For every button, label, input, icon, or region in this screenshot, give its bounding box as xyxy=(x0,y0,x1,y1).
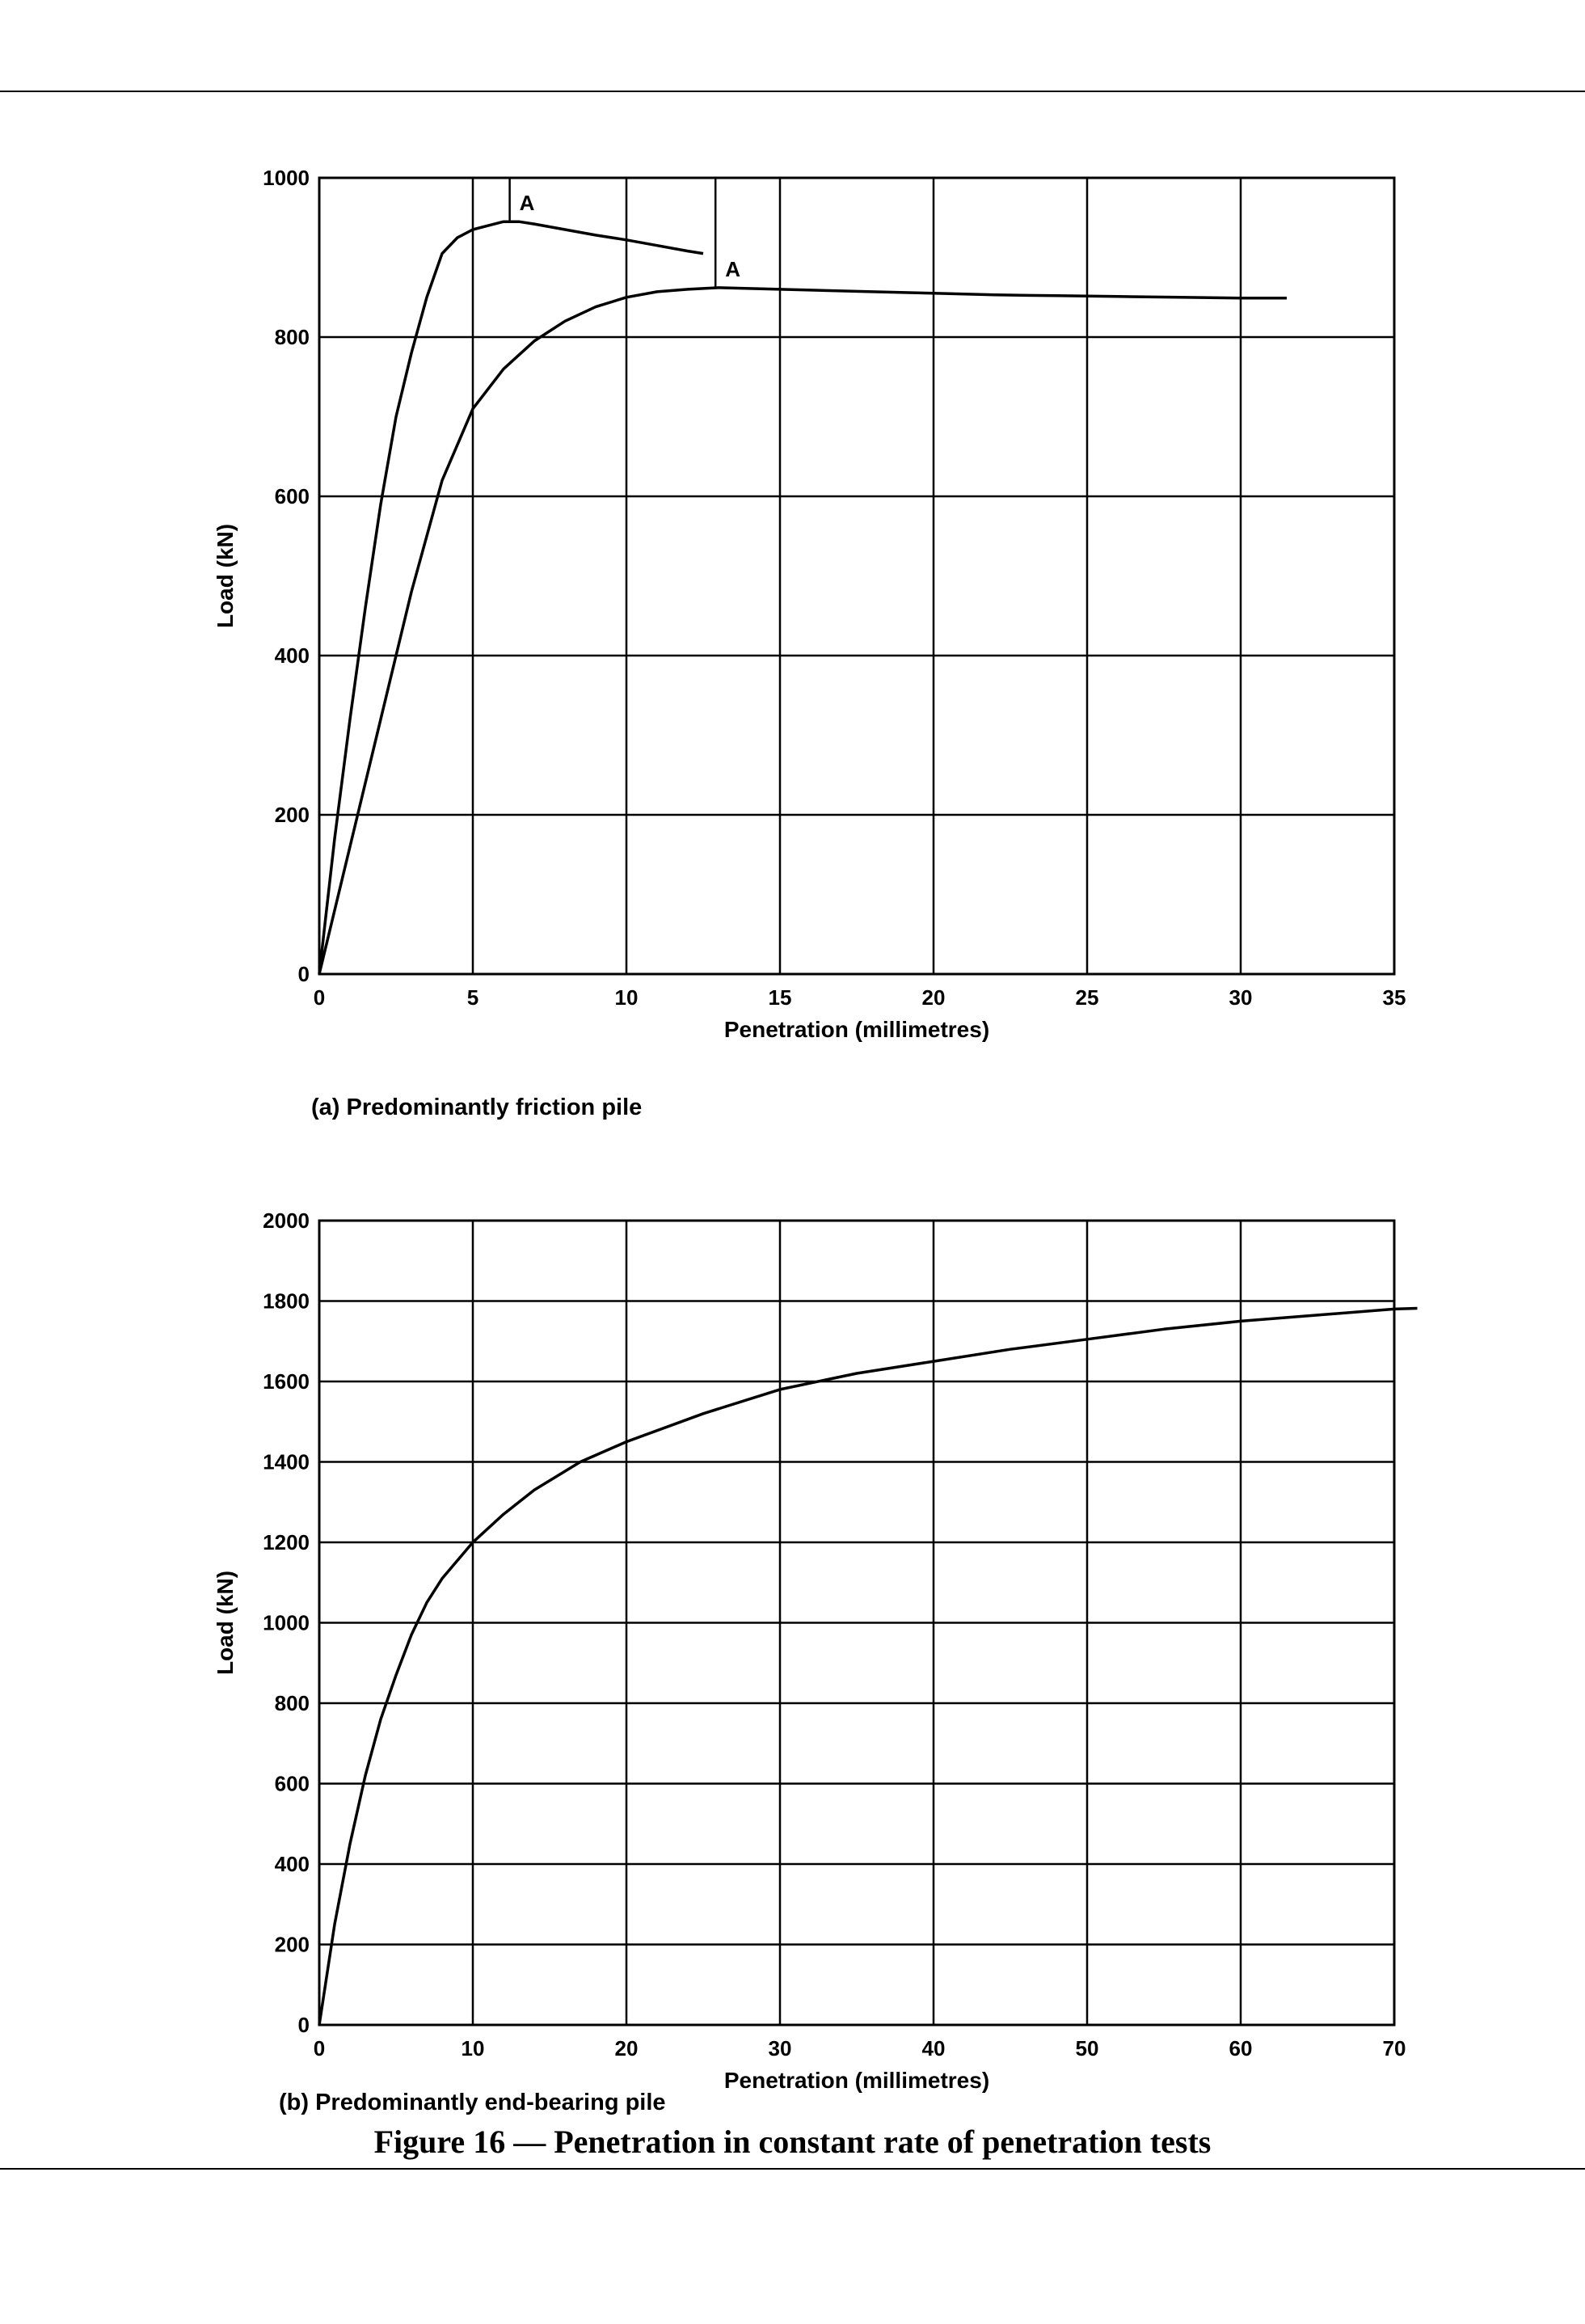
top-rule xyxy=(0,91,1585,92)
x-tick-label: 10 xyxy=(461,2036,485,2060)
x-tick-label: 15 xyxy=(768,985,792,1010)
y-tick-label: 800 xyxy=(274,325,310,349)
x-tick-label: 30 xyxy=(768,2036,792,2060)
series-line-1 xyxy=(319,1309,1418,2026)
caption-b: (b) Predominantly end-bearing pile xyxy=(279,2090,666,2115)
y-tick-label: 400 xyxy=(274,1852,310,1876)
y-tick-label: 600 xyxy=(274,484,310,508)
x-tick-label: 20 xyxy=(614,2036,639,2060)
chart-end-bearing-pile xyxy=(194,1196,1439,2126)
x-tick-label: 70 xyxy=(1382,2036,1406,2060)
y-tick-label: 1600 xyxy=(263,1369,310,1394)
x-tick-label: 35 xyxy=(1382,985,1406,1010)
x-tick-label: 5 xyxy=(466,985,479,1010)
y-tick-label: 2000 xyxy=(263,1208,310,1233)
y-axis-label: Load (kN) xyxy=(213,523,238,629)
y-tick-label: 1400 xyxy=(263,1449,310,1474)
annotation-label: A xyxy=(519,191,535,216)
series-line-2 xyxy=(319,288,1287,974)
y-tick-label: 200 xyxy=(274,803,310,827)
y-tick-label: 200 xyxy=(274,1932,310,1957)
chart-friction-pile xyxy=(194,154,1439,1091)
bottom-rule xyxy=(0,2168,1585,2170)
figure-title: Figure 16 — Penetration in constant rate of penetration tests xyxy=(373,2124,1212,2160)
x-tick-label: 25 xyxy=(1075,985,1099,1010)
x-axis-label: Penetration (millimetres) xyxy=(723,1017,990,1042)
caption-a: (a) Predominantly friction pile xyxy=(311,1095,643,1120)
y-tick-label: 0 xyxy=(297,962,310,986)
x-tick-label: 20 xyxy=(921,985,946,1010)
x-tick-label: 30 xyxy=(1229,985,1253,1010)
x-tick-label: 50 xyxy=(1075,2036,1099,2060)
x-tick-label: 60 xyxy=(1229,2036,1253,2060)
y-tick-label: 600 xyxy=(274,1771,310,1796)
y-tick-label: 400 xyxy=(274,643,310,668)
y-axis-label: Load (kN) xyxy=(213,1570,238,1676)
annotation-label: A xyxy=(725,256,740,281)
series-line-1 xyxy=(319,221,703,974)
y-tick-label: 0 xyxy=(297,2013,310,2037)
y-tick-label: 800 xyxy=(274,1691,310,1715)
x-tick-label: 0 xyxy=(313,2036,326,2060)
x-axis-label: Penetration (millimetres) xyxy=(723,2068,990,2093)
y-tick-label: 1200 xyxy=(263,1530,310,1554)
y-tick-label: 1800 xyxy=(263,1289,310,1314)
x-tick-label: 40 xyxy=(921,2036,946,2060)
x-tick-label: 10 xyxy=(614,985,639,1010)
y-tick-label: 1000 xyxy=(263,1610,310,1635)
x-tick-label: 0 xyxy=(313,985,326,1010)
y-tick-label: 1000 xyxy=(263,166,310,190)
